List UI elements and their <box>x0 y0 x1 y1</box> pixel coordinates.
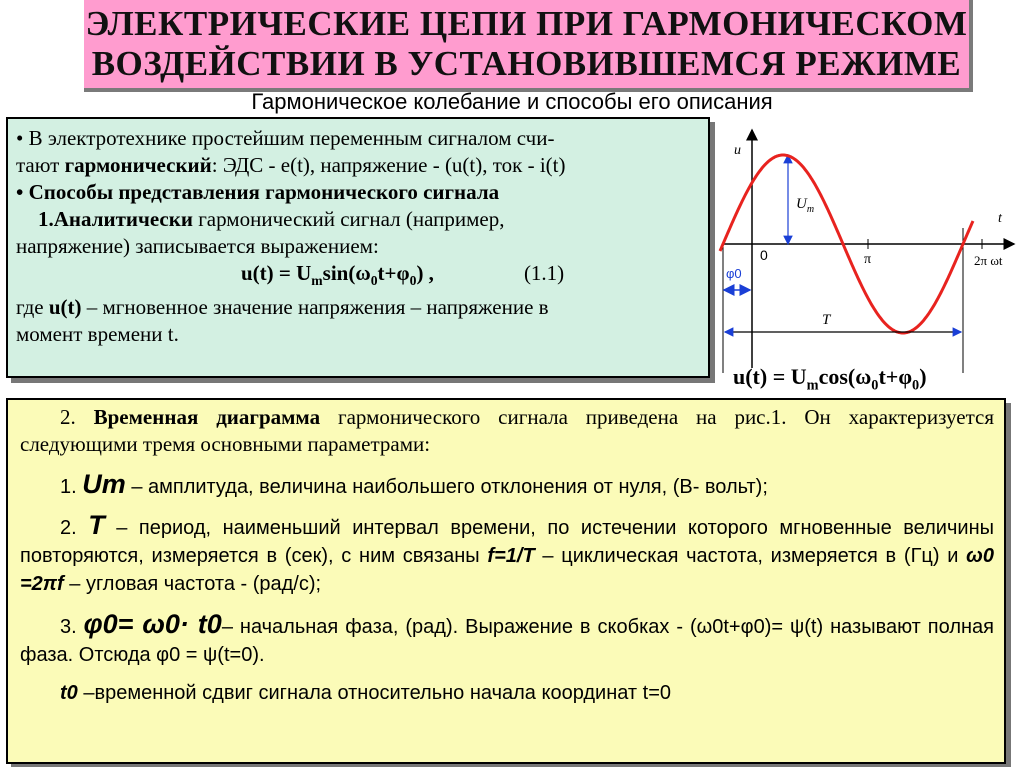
origin-label: 0 <box>760 247 768 263</box>
box2-intro: 2. Временная диаграмма гармонического сигнала приведена на рис.1. Он характеризуется следующими тремя основными параметрами: <box>20 405 994 456</box>
box1-line-3: • Способы представления гармонического сигнала <box>16 180 500 204</box>
time-diagram-parameters-box <box>6 398 1006 764</box>
box1-line-4: 1.Аналитически гармонический сигнал (например, <box>38 207 505 231</box>
param-initial-phase: 3. φ0= ω0· t0– начальная фаза, (рад). Выражение в скобках - (ω0t+φ0)= ψ(t) называют полная фаза. Отсюда φ0 = ψ(t=0). <box>20 609 994 666</box>
phase-label: φ0 <box>726 266 742 281</box>
box1-line-5: напряжение) записывается выражением: <box>16 234 379 258</box>
box1-line-7: где u(t) – мгновенное значение напряжения – напряжение в <box>16 295 549 320</box>
title-line-1: ЭЛЕКТРИЧЕСКИЕ ЦЕПИ ПРИ ГАРМОНИЧЕСКОМ <box>85 4 968 43</box>
box1-line-1: • В электротехнике простейшим переменным сигналом счи- <box>16 126 555 150</box>
analytic-description-box <box>6 117 710 378</box>
param-period: 2. T – период, наименьший интервал времени, по истечении которого мгновенные величины повторяются, измеряется в (сек), с ним связаны f=1/T – циклическая частота, измеряется в (Гц) и ω0 =2πf – угловая частота - (рад/с); <box>20 510 994 595</box>
box1-line-2: тают гармонический: ЭДС - e(t), напряжение - (u(t), ток - i(t) <box>16 153 566 177</box>
t-axis-label: t <box>998 211 1002 226</box>
period-label: T <box>822 312 831 328</box>
subtitle: Гармоническое колебание и способы его описания <box>251 89 773 114</box>
amplitude-label: $U_m$ <box>796 196 815 215</box>
time-shift-note: t0 –временной сдвиг сигнала относительно начала координат t=0 <box>60 682 672 704</box>
pi-label: π <box>864 252 872 267</box>
formula-number: (1.1) <box>523 261 565 285</box>
sine-formula: $u(t) = U_m\sin(\omega_0t+\varphi_0)$ , (1.1) <box>241 261 565 289</box>
cosine-formula: $u(t) = U_m\cos(\omega_0t+\varphi_0)$ <box>733 364 927 394</box>
u-axis-label: u <box>734 143 741 158</box>
title-line-2: ВОЗДЕЙСТВИИ В УСТАНОВИВШЕМСЯ РЕЖИМЕ <box>91 44 962 83</box>
param-amplitude: 1. Um – амплитуда, величина наибольшего отклонения от нуля, (В- вольт); <box>60 469 768 499</box>
harmonic-time-diagram <box>712 118 1024 388</box>
box1-line-8: момент времени t. <box>16 322 179 347</box>
two-pi-label: 2π ωt <box>974 253 1003 268</box>
title-banner <box>84 0 973 92</box>
